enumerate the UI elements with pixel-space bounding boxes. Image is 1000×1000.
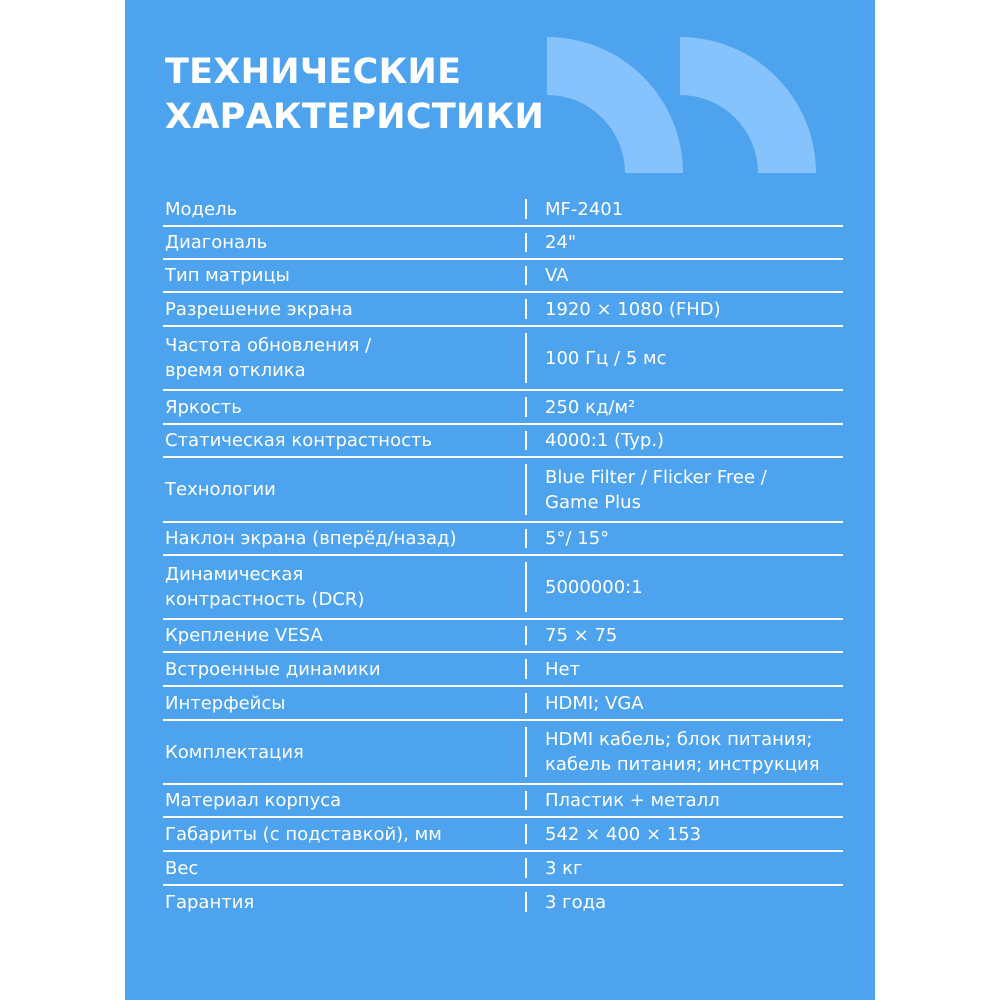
title-line-2: ХАРАКТЕРИСТИКИ bbox=[165, 97, 545, 137]
spec-value: MF-2401 bbox=[545, 198, 624, 220]
spec-row bbox=[163, 556, 843, 620]
spec-row bbox=[163, 721, 843, 785]
spec-value: 5°/ 15° bbox=[545, 528, 610, 549]
spec-label: Частота обновления / время отклика bbox=[165, 335, 372, 381]
spec-row bbox=[163, 818, 843, 852]
spec-label: Тип матрицы bbox=[165, 265, 290, 286]
quote-icon bbox=[680, 37, 816, 173]
spec-label: Яркость bbox=[165, 396, 242, 418]
spec-value: 100 Гц / 5 мс bbox=[545, 347, 667, 369]
spec-value: 3 года bbox=[545, 891, 607, 913]
spec-row bbox=[163, 620, 843, 653]
spec-value: 4000:1 (Typ.) bbox=[545, 430, 665, 451]
spec-label: Вес bbox=[165, 857, 199, 879]
spec-table bbox=[163, 193, 843, 918]
spec-value: 250 кд/м² bbox=[545, 396, 636, 418]
spec-row bbox=[163, 227, 843, 260]
spec-value: 75 × 75 bbox=[545, 625, 618, 646]
spec-label: Материал корпуса bbox=[165, 790, 342, 811]
spec-label: Встроенные динамики bbox=[165, 658, 381, 680]
spec-row bbox=[163, 458, 843, 523]
spec-row bbox=[163, 293, 843, 327]
spec-row bbox=[163, 687, 843, 721]
title-line-1: ТЕХНИЧЕСКИЕ bbox=[165, 52, 462, 92]
spec-row bbox=[163, 260, 843, 293]
spec-value: 1920 × 1080 (FHD) bbox=[545, 298, 721, 320]
spec-value: Пластик + металл bbox=[545, 790, 720, 811]
spec-label: Комплектация bbox=[165, 741, 304, 763]
spec-row bbox=[163, 653, 843, 687]
spec-label: Диагональ bbox=[165, 232, 268, 253]
spec-row bbox=[163, 886, 843, 918]
spec-value: Blue Filter / Flicker Free / Game Plus bbox=[545, 466, 767, 513]
spec-card bbox=[125, 0, 875, 1000]
spec-label: Модель bbox=[165, 198, 238, 220]
spec-label: Технологии bbox=[165, 479, 276, 500]
spec-value: HDMI кабель; блок питания; кабель питания; инструкция bbox=[545, 729, 820, 775]
spec-row bbox=[163, 425, 843, 458]
spec-label: Наклон экрана (вперёд/назад) bbox=[165, 528, 457, 549]
spec-value: 3 кг bbox=[545, 857, 583, 879]
spec-row bbox=[163, 523, 843, 556]
spec-row bbox=[163, 327, 843, 391]
spec-value: 5000000:1 bbox=[545, 576, 643, 598]
spec-label: Крепление VESA bbox=[165, 625, 323, 646]
spec-label: Габариты (с подставкой), мм bbox=[165, 823, 442, 845]
spec-value: VA bbox=[545, 265, 569, 286]
spec-value: Нет bbox=[545, 658, 581, 680]
spec-value: HDMI; VGA bbox=[545, 692, 644, 714]
page-title bbox=[165, 50, 544, 140]
spec-label: Динамическая контрастность (DCR) bbox=[165, 564, 365, 610]
spec-row bbox=[163, 785, 843, 818]
spec-label: Гарантия bbox=[165, 891, 255, 913]
spec-row bbox=[163, 193, 843, 227]
spec-label: Статическая контрастность bbox=[165, 430, 433, 451]
spec-value: 24" bbox=[545, 232, 577, 253]
spec-row bbox=[163, 391, 843, 425]
quote-icon bbox=[547, 37, 683, 173]
spec-label: Интерфейсы bbox=[165, 692, 286, 714]
spec-value: 542 × 400 × 153 bbox=[545, 823, 702, 845]
spec-row bbox=[163, 852, 843, 886]
spec-label: Разрешение экрана bbox=[165, 298, 353, 320]
